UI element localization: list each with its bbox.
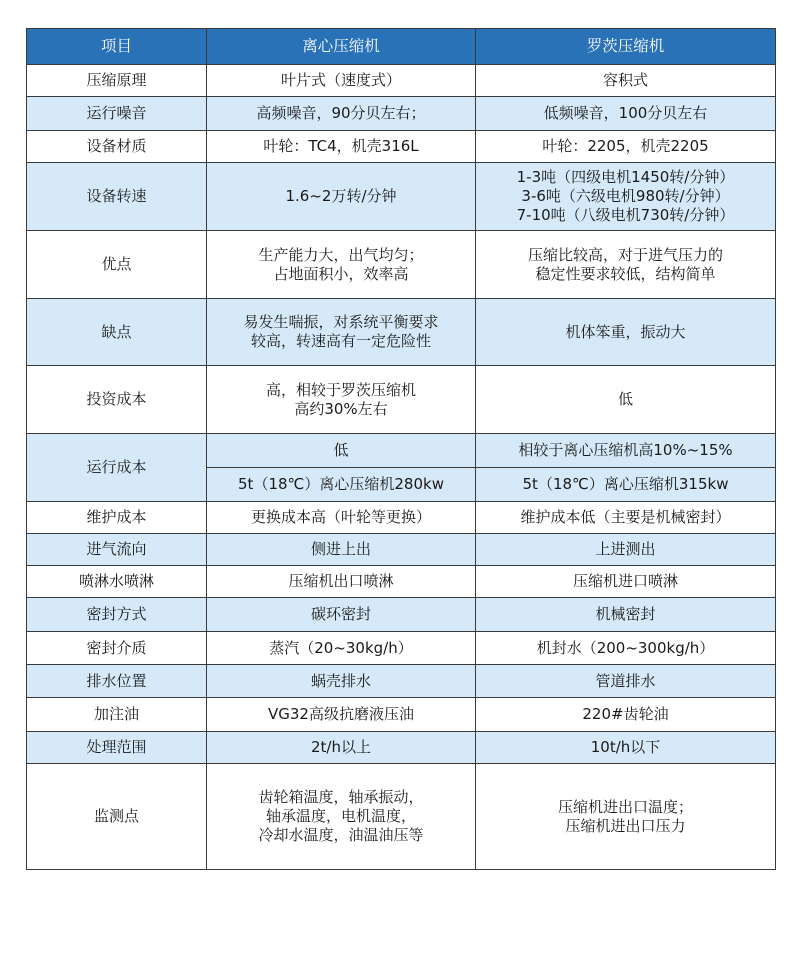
roots-cell: 低 [476, 366, 776, 434]
table-row [27, 732, 776, 764]
roots-cell: 机封水（200~300kg/h） [476, 632, 776, 665]
row-label: 排水位置 [27, 665, 207, 698]
comparison-table [26, 28, 776, 870]
centrifugal-cell: 齿轮箱温度，轴承振动， 轴承温度，电机温度， 冷却水温度，油温油压等 [207, 764, 476, 870]
row-label: 维护成本 [27, 502, 207, 534]
row-label: 监测点 [27, 764, 207, 870]
roots-cell: 相较于离心压缩机高10%~15% [476, 434, 776, 468]
centrifugal-cell: 碳环密封 [207, 598, 476, 632]
centrifugal-cell: 更换成本高（叶轮等更换） [207, 502, 476, 534]
row-label: 密封介质 [27, 632, 207, 665]
centrifugal-cell: 低 [207, 434, 476, 468]
roots-cell: 容积式 [476, 65, 776, 97]
row-label: 设备转速 [27, 163, 207, 231]
table-row [27, 566, 776, 598]
row-label: 运行噪音 [27, 97, 207, 131]
table-row [27, 698, 776, 732]
roots-cell: 1-3吨（四级电机1450转/分钟） 3-6吨（六级电机980转/分钟） 7-10吨（八级电机730转/分钟） [476, 163, 776, 231]
roots-cell: 机体笨重，振动大 [476, 299, 776, 366]
row-label: 缺点 [27, 299, 207, 366]
header-centrifugal: 离心压缩机 [207, 29, 476, 65]
row-label: 运行成本 [27, 434, 207, 502]
table-row [27, 502, 776, 534]
row-label: 处理范围 [27, 732, 207, 764]
table-row [27, 299, 776, 366]
row-label: 加注油 [27, 698, 207, 732]
table-row [27, 366, 776, 434]
centrifugal-cell: VG32高级抗磨液压油 [207, 698, 476, 732]
table-row [27, 231, 776, 299]
table-row [27, 434, 776, 468]
row-label: 进气流向 [27, 534, 207, 566]
table-body [27, 65, 776, 870]
roots-cell: 上进测出 [476, 534, 776, 566]
roots-cell: 5t（18℃）离心压缩机315kw [476, 468, 776, 502]
centrifugal-cell: 生产能力大，出气均匀； 占地面积小，效率高 [207, 231, 476, 299]
roots-cell: 压缩机进出口温度； 压缩机进出口压力 [476, 764, 776, 870]
roots-cell: 10t/h以下 [476, 732, 776, 764]
table-row [27, 65, 776, 97]
centrifugal-cell: 2t/h以上 [207, 732, 476, 764]
centrifugal-cell: 蜗壳排水 [207, 665, 476, 698]
centrifugal-cell: 高频噪音，90分贝左右； [207, 97, 476, 131]
table-row [27, 97, 776, 131]
table-row [27, 764, 776, 870]
row-label: 投资成本 [27, 366, 207, 434]
table-row [27, 632, 776, 665]
centrifugal-cell: 高，相较于罗茨压缩机 高约30%左右 [207, 366, 476, 434]
centrifugal-cell: 蒸汽（20~30kg/h） [207, 632, 476, 665]
roots-cell: 压缩比较高，对于进气压力的 稳定性要求较低，结构简单 [476, 231, 776, 299]
header-roots: 罗茨压缩机 [476, 29, 776, 65]
table-row [27, 163, 776, 231]
table-row [27, 665, 776, 698]
centrifugal-cell: 叶片式（速度式） [207, 65, 476, 97]
centrifugal-cell: 叶轮：TC4，机壳316L [207, 131, 476, 163]
header-item: 项目 [27, 29, 207, 65]
centrifugal-cell: 5t（18℃）离心压缩机280kw [207, 468, 476, 502]
table-row [27, 598, 776, 632]
roots-cell: 低频噪音，100分贝左右 [476, 97, 776, 131]
row-label: 设备材质 [27, 131, 207, 163]
header-row [27, 29, 776, 65]
centrifugal-cell: 1.6~2万转/分钟 [207, 163, 476, 231]
centrifugal-cell: 易发生喘振，对系统平衡要求 较高，转速高有一定危险性 [207, 299, 476, 366]
roots-cell: 叶轮：2205，机壳2205 [476, 131, 776, 163]
row-label: 喷淋水喷淋 [27, 566, 207, 598]
roots-cell: 压缩机进口喷淋 [476, 566, 776, 598]
table-header [27, 29, 776, 65]
roots-cell: 维护成本低（主要是机械密封） [476, 502, 776, 534]
row-label: 压缩原理 [27, 65, 207, 97]
centrifugal-cell: 压缩机出口喷淋 [207, 566, 476, 598]
row-label: 密封方式 [27, 598, 207, 632]
table-row [27, 131, 776, 163]
roots-cell: 管道排水 [476, 665, 776, 698]
row-label: 优点 [27, 231, 207, 299]
centrifugal-cell: 侧进上出 [207, 534, 476, 566]
roots-cell: 220#齿轮油 [476, 698, 776, 732]
roots-cell: 机械密封 [476, 598, 776, 632]
table-row [27, 534, 776, 566]
